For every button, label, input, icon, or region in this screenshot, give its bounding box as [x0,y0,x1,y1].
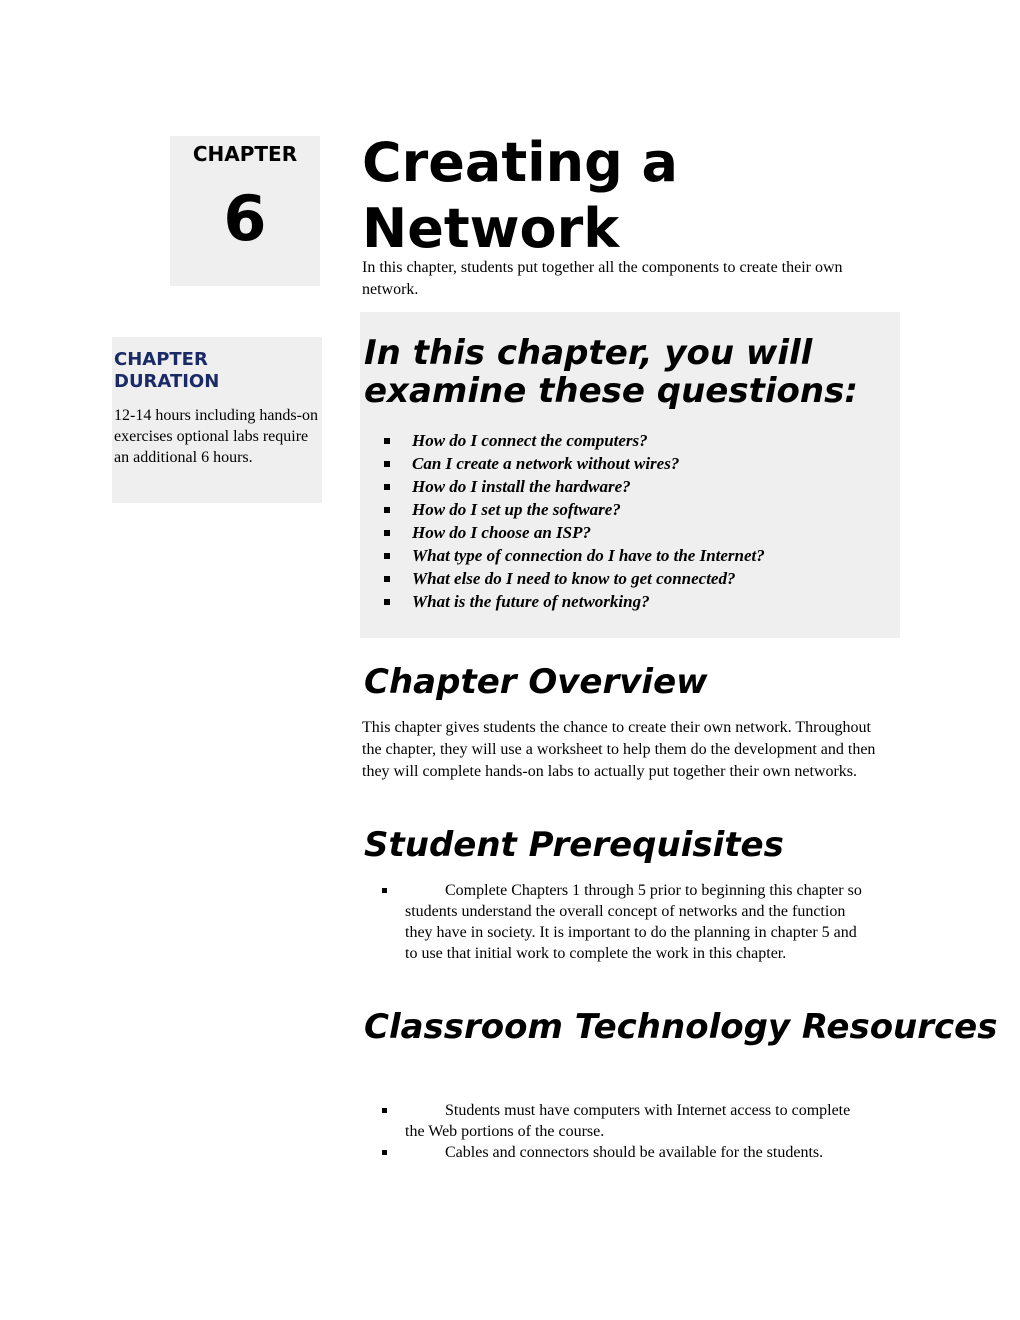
overview-heading: Chapter Overview [364,662,708,702]
duration-text: 12-14 hours including hands-on exercises optional labs require an additional 6 hours. [114,407,318,466]
overview-text: This chapter gives students the chance to create their own network. Throughout the chapter, they will use a worksheet to help them do the development and then they will complete hands-on labs to actually put together their own networks. [362,719,876,780]
chapter-label: CHAPTER [192,142,298,166]
duration-heading: CHAPTER DURATION [114,349,220,392]
chapter-number-box [170,136,320,286]
chapter-intro: In this chapter, students put together all the components to create their own network. [362,259,843,298]
resources-list [380,1100,870,1163]
list-item: How do I install the hardware? [382,475,765,498]
list-item: Cables and connectors should be available for the students. [380,1142,870,1163]
title-line-2: Network [362,197,620,260]
list-item: How do I connect the computers? [382,429,765,452]
title-line-1: Creating a [362,131,678,194]
list-item: What type of connection do I have to the Internet? [382,544,765,567]
list-item: What is the future of networking? [382,590,765,613]
page-title [362,130,678,262]
questions-heading: In this chapter, you will examine these questions: [364,333,858,411]
chapter-number: 6 [223,182,267,255]
list-item: What else do I need to know to get connected? [382,567,765,590]
list-item: How do I set up the software? [382,498,765,521]
chapter-duration-box [112,337,322,503]
questions-box [360,312,900,638]
list-item: Can I create a network without wires? [382,452,765,475]
list-item: How do I choose an ISP? [382,521,765,544]
resources-heading: Classroom Technology Resources [364,1007,998,1047]
prerequisites-heading: Student Prerequisites [364,825,784,865]
prerequisites-list [380,880,870,964]
list-item: Students must have computers with Internet access to complete the Web portions of the course. [380,1100,870,1142]
list-item: Complete Chapters 1 through 5 prior to beginning this chapter so students understand the overall concept of networks and the function they have in society. It is important to do the planning in chapter 5 and to use that initial work to complete the work in this chapter. [380,880,870,964]
questions-list [382,429,765,613]
